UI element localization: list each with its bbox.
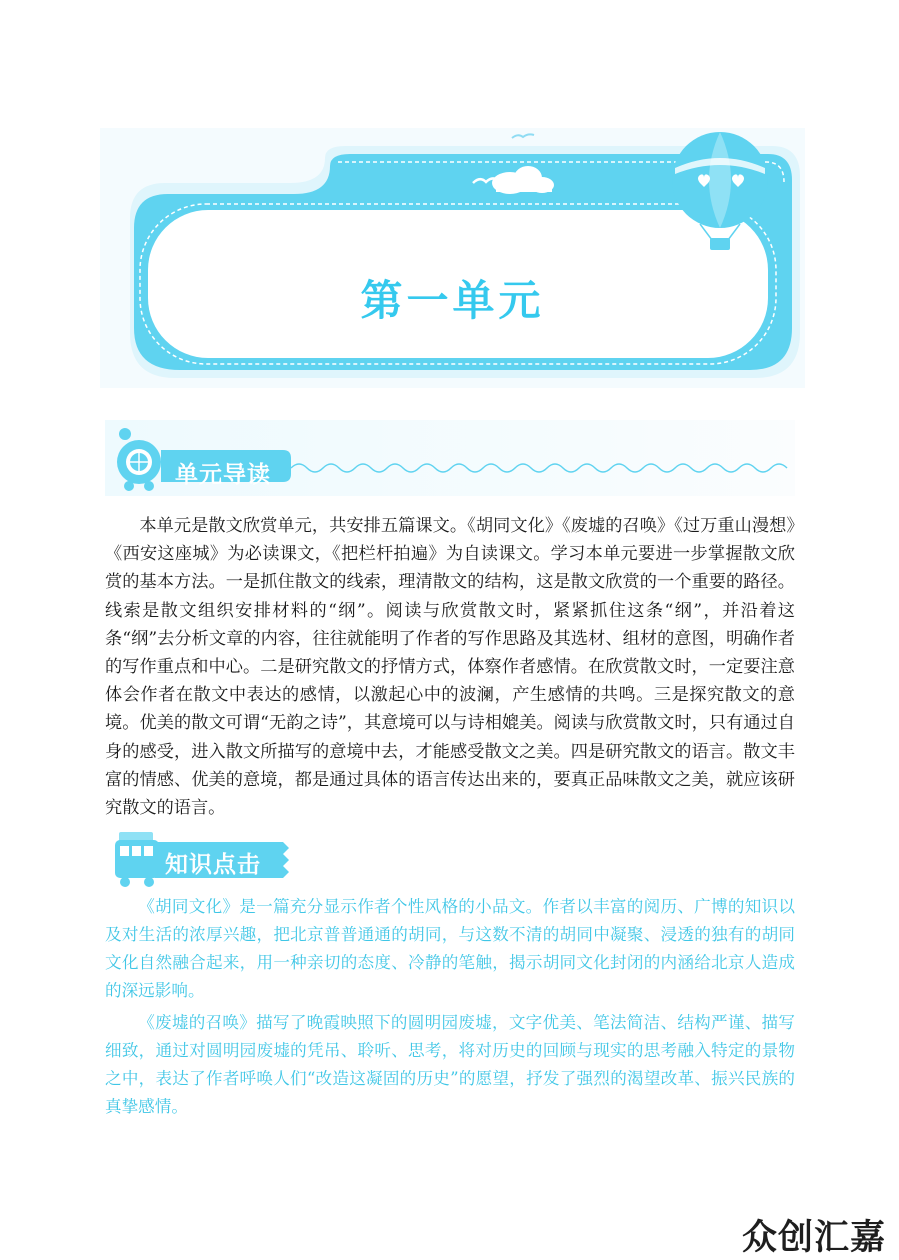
- knowledge-header: [105, 826, 295, 896]
- unit-guide-text: 本单元是散文欣赏单元，共安排五篇课文。《胡同文化》《废墟的召唤》《过万重山漫想》《西安这座城》为必读课文，《把栏杆拍遍》为自读课文。学习本单元要进一步掌握散文欣赏的基本方法。一是抓住散文的线索，理清散文的结构，这是散文欣赏的一个重要的路径。线索是散文组织安排材料的“纲”。阅读与欣赏散文时，紧紧抓住这条“纲”，并沿着这条“纲”去分析文章的内容，往往就能明了作者的写作思路及其选材、组材的意图，明确作者的写作重点和中心。二是研究散文的抒情方式，体察作者感情。在欣赏散文时，一定要注意体会作者在散文中表达的感情，以激起心中的波澜，产生感情的共鸣。三是探究散文的意境。优美的散文可谓“无韵之诗”，其意境可以与诗相媲美。阅读与欣赏散文时，只有通过自身的感受，进入散文所描写的意境中去，才能感受散文之美。四是研究散文的语言。散文丰富的情感、优美的意境，都是通过具体的语言传达出来的，要真正品味散文之美，就应该研究散文的语言。: [105, 516, 795, 819]
- bus-icon: [115, 832, 159, 887]
- knowledge-heading: 知识点击: [165, 852, 261, 878]
- globe-icon: [117, 428, 161, 491]
- unit-title: 第一单元: [360, 276, 545, 325]
- unit-banner: [100, 128, 805, 388]
- unit-guide-heading: 单元导读: [175, 462, 271, 488]
- knowledge-paragraph: 《胡同文化》是一篇充分显示作者个性风格的小品文。作者以丰富的阅历、广博的知识以及对生活的浓厚兴趣，把北京普普通通的胡同，与这数不清的胡同中凝聚、浸透的独有的胡同文化自然融合起来，用一种亲切的态度、冷静的笔触，揭示胡同文化封闭的内涵给北京人造成的深远影响。: [105, 897, 795, 1000]
- unit-guide-header: [105, 420, 795, 496]
- knowledge-paragraph: 《废墟的召唤》描写了晚霞映照下的圆明园废墟，文字优美、笔法简洁、结构严谨、描写细致，通过对圆明园废墟的凭吊、聆听、思考，将对历史的回顾与现实的思考融入特定的景物之中，表达了作者呼唤人们“改造这凝固的历史”的愿望，抒发了强烈的渴望改革、振兴民族的真挚感情。: [105, 1013, 795, 1116]
- unit-banner-frame: [100, 128, 805, 388]
- watermark-logo: 众创汇嘉: [742, 1218, 887, 1258]
